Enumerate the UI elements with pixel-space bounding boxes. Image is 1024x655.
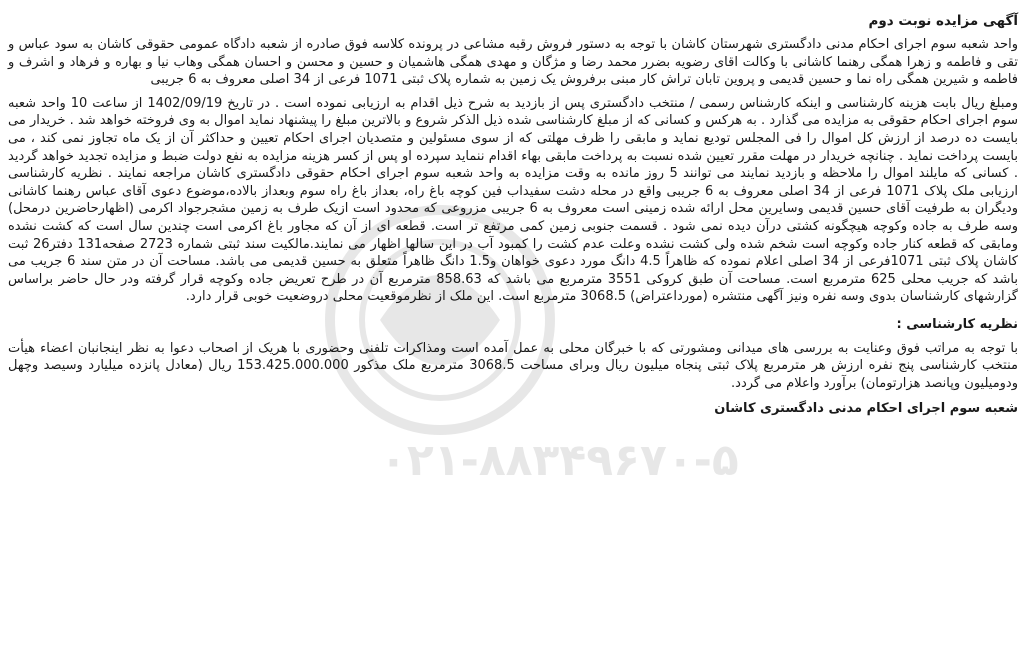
issuer-signature: شعبه سوم اجرای احکام مدنی دادگستری کاشان — [714, 401, 1018, 417]
notice-title: آگهی مزایده نوبت دوم — [868, 13, 1018, 29]
expert-opinion-heading: نظریه کارشناسی : — [896, 316, 1018, 332]
watermark-phone: ۰۲۱-۸۸۳۴۹۶۷۰-۵ — [380, 435, 739, 486]
notice-intro-paragraph: واحد شعبه سوم اجرای احکام مدنی دادگستری شهرستان کاشان با توجه به دستور فروش رقبه مشاعی در پرونده کلاسه فوق صادره از شعبه دادگاه عمومی حقوقی کاشان به سود عباس و تقی و فاطمه و زهرا همگی رهنما کاشانی با وکالت اقای رضویه بضرر محمد رضا و مژگان و مهدی همگی هاشمیان و حسین و محسن و احسان همگی وهاب نیا و بهاره و فرهاد و اشرف و فاطمه و شیرین همگی راه نما و حسین قدیمی و پروین تابان تراش کار مبنی برفروش یک زمین به شماره پلاک ثبتی 1071 فرعی از 34 اصلی معروف به 6 جریبی — [8, 37, 1018, 88]
notice-body-paragraph: ومبلغ ریال بابت هزینه کارشناسی و اینکه کارشناس رسمی / منتخب دادگستری پس از بازدید به شرح ذیل اقدام به ارزیابی نموده است . در تاریخ 1402/09/19 از ساعت 10 واحد شعبه سوم اجرای احکام حقوقی به مزایده می گذارد . به هرکس و کسانی که از مبلغ کارشناسی شده ذیل الذکر شروع و بالاترین مبلغ را پیشنهاد نماید اموال به وی فروخته خواهد شد . خریدار می بایست ده درصد از ارزش کل اموال را فی المجلس تودیع نماید و مابقی را ظرف مهلتی که از سوی مسئولین و متصدیان اجرای احکام تعیین و حداکثر آن از یک ماه تجاوز نمی کند ، می بایست پرداخت نماید . چنانچه خریدار در مهلت مقرر تعیین شده نسبت به پرداخت مابقی بهاء اقدام ننماید سپرده او پس از کسر هزینه مزایده به نفع دولت ضبط و مزایده تجدید خواهد گردید . کسانی که مایلند اموال را ملاحظه و بازدید نمایند می توانند 5 روز مانده به وقت مزایده به واحد شعبه سوم اجرای احکام حقوقی دادگستری کاشان مراجعه نمایند . نظریه کارشناسی ارزیابی ملک پلاک 1071 فرعی از 34 اصلی معروف به 6 جریبی واقع در محله دشت سفیداب فین کوچه باغ راه، بعداز باغ راه سوم وبعداز بالاده،موضوع دعوی آقای عباس رهنما کاشانی ودیگران به طرفیت آقای حسین قدیمی وسایرین محل ارائه شده زمینی است معروف به 6 جریبی مزروعی که محدود است ازیک طرف به زمین مشجرجواد اکرمی (اظهارحاضرین درمحل) وسه طرف به جاده وکوچه هیچگونه کشتی درآن دیده نمی شود . قسمت جنوبی زمین کمی مرتفع تر است. قطعه ای از آن که مجاور باغ اکرمی است چندین سال است که کشت نشده ومابقی که قطعه کنار جاده وکوچه است شخم شده ولی کشت نشده وعلت عدم کشت را کمبود آب در این سالها اظهار می نمایند.مالکیت سند ثبتی شماره 2723 صفحه131 دفتر26 ثبت کاشان پلاک ثبتی 1071فرعی از 34 اصلی اعلام نموده که ظاهراً 4.5 دانگ مورد دعوی خواهان و1.5 دانگ ظاهراً متعلق به حسین قدیمی می باشد. مساحت آن در متن سند 6 جریب می باشد که جریب محلی 625 مترمربع است. مساحت آن طبق کروکی 3551 مترمربع می باشد که 858.63 مترمربع آن در طرح تعریض جاده وکوچه قرار گرفته ودر حال حاضر براساس گزارشهای کارشناسان بدوی وسه نفره ونیز آگهی منتشره (مورداعتراض) 3068.5 مترمربع است. این ملک از نظرموقعیت محلی دروضعیت خوبی قرار دارد. — [8, 95, 1019, 305]
expert-opinion-paragraph: با توجه به مراتب فوق وعنایت به بررسی های میدانی ومشورتی که با خبرگان محلی به عمل آمده است ومذاکرات تلفنی وحضوری با هریک از اصحاب دعوا به نظر اینجانبان اعضاء هیأت منتخب کارشناسی پنج نفره ارزش هر مترمربع پلاک ثبتی پنجاه میلیون ریال وبرای مساحت 3068.5 مترمربع ملک مذکور 153.425.000.000 ریال (معادل پانزده میلیارد وسیصد وچهل ودومیلیون وپانصد هزارتومان) برآورد واعلام می گردد. — [8, 340, 1018, 391]
